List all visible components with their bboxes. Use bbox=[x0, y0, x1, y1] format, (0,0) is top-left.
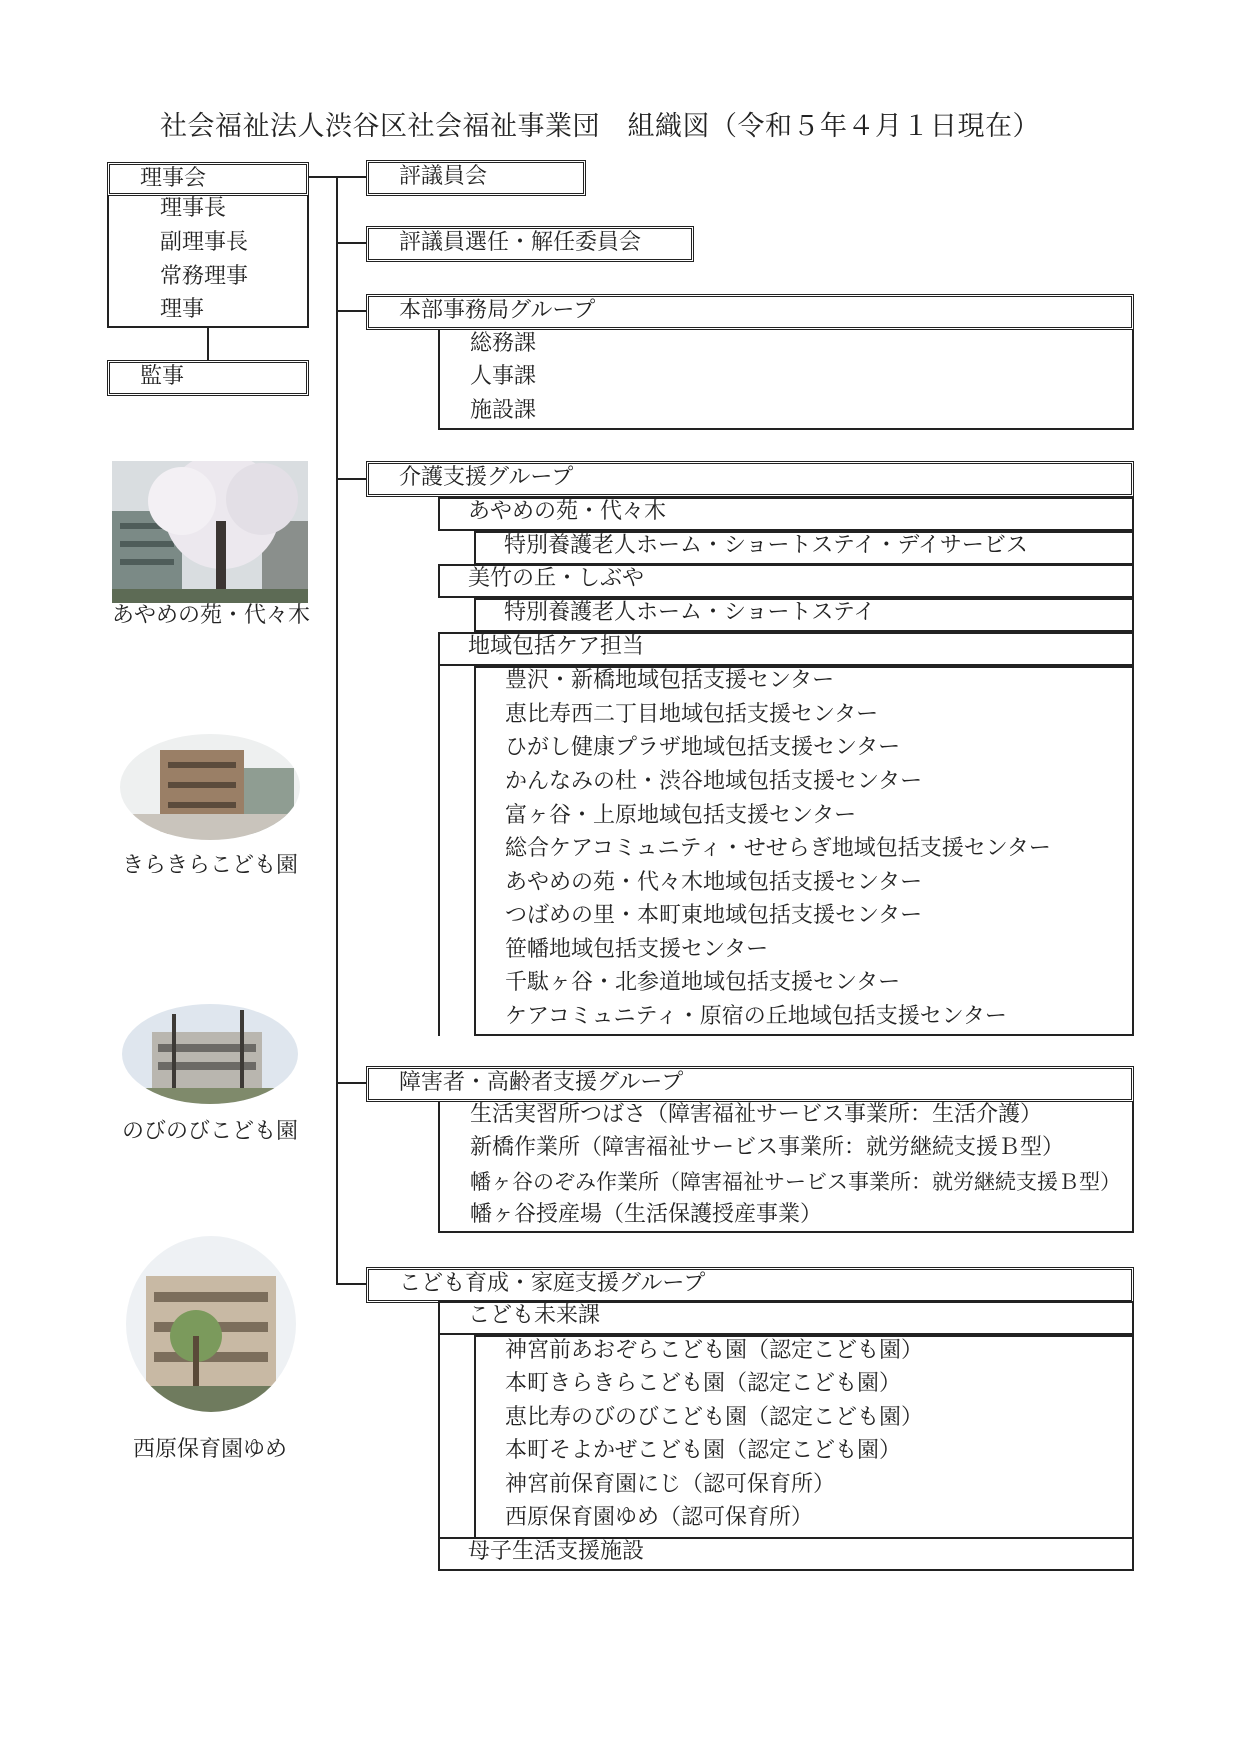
photo-caption: あやめの苑・代々木 bbox=[112, 603, 311, 628]
branch-line bbox=[336, 478, 367, 480]
center-item: ひがし健康プラザ地域包括支援センター bbox=[505, 735, 901, 760]
hq-section: 総務課 bbox=[470, 331, 537, 356]
trunk-line bbox=[336, 176, 338, 1284]
community-connector bbox=[438, 666, 440, 1036]
photo-caption: 西原保育園ゆめ bbox=[132, 1437, 287, 1462]
branch-line bbox=[336, 242, 367, 244]
disability-item: 新橋作業所（障害福祉サービス事業所：就労継続支援Ｂ型） bbox=[470, 1135, 1065, 1160]
disability-item: 幡ヶ谷のぞみ作業所（障害福祉サービス事業所：就労継続支援Ｂ型） bbox=[470, 1170, 1121, 1194]
center-item: ケアコミュニティ・原宿の丘地域包括支援センター bbox=[505, 1004, 1007, 1029]
auditor-box: 監事 bbox=[107, 360, 309, 396]
board-member: 理事 bbox=[160, 297, 205, 322]
board-member: 副理事長 bbox=[160, 230, 249, 255]
children-connector bbox=[438, 1335, 440, 1539]
center-item: つばめの里・本町東地域包括支援センター bbox=[505, 903, 923, 928]
disability-header: 障害者・高齢者支援グループ bbox=[366, 1066, 1134, 1102]
children-item: 恵比寿のびのびこども園（認定こども園） bbox=[505, 1405, 924, 1430]
hq-header: 本部事務局グループ bbox=[366, 294, 1134, 330]
children-item: 本町そよかぜこども園（認定こども園） bbox=[505, 1438, 902, 1463]
election-committee-box: 評議員選任・解任委員会 bbox=[366, 226, 694, 262]
mother-child-facility: 母子生活支援施設 bbox=[438, 1537, 1134, 1571]
community-care-header: 地域包括ケア担当 bbox=[438, 632, 1134, 666]
center-item: 恵比寿西二丁目地域包括支援センター bbox=[505, 702, 879, 727]
disability-item: 生活実習所つばさ（障害福祉サービス事業所：生活介護） bbox=[470, 1102, 1043, 1127]
councillors-box: 評議員会 bbox=[366, 160, 586, 196]
photo-nobinobi bbox=[122, 1004, 298, 1104]
care-facility-2: 美竹の丘・しぶや bbox=[438, 564, 1134, 598]
photo-nishihara bbox=[126, 1236, 296, 1412]
page-title: 社会福祉法人渋谷区社会福祉事業団 組織図（令和５年４月１日現在） bbox=[160, 111, 1040, 142]
center-item: 豊沢・新橋地域包括支援センター bbox=[505, 668, 835, 693]
hq-section: 施設課 bbox=[470, 398, 537, 423]
children-item: 西原保育園ゆめ（認可保育所） bbox=[505, 1505, 814, 1530]
hq-sections-box bbox=[438, 326, 1134, 430]
children-item: 本町きらきらこども園（認定こども園） bbox=[505, 1371, 902, 1396]
center-item: 富ヶ谷・上原地域包括支援センター bbox=[505, 803, 857, 828]
board-member: 理事長 bbox=[160, 196, 227, 221]
board-member: 常務理事 bbox=[160, 264, 249, 289]
board-header: 理事会 bbox=[107, 162, 309, 196]
center-item: 千駄ヶ谷・北参道地域包括支援センター bbox=[505, 970, 901, 995]
center-item: かんなみの杜・渋谷地域包括支援センター bbox=[505, 769, 923, 794]
children-division: こども未来課 bbox=[438, 1301, 1134, 1335]
photo-caption: のびのびこども園 bbox=[121, 1119, 298, 1144]
center-item: 総合ケアコミュニティ・せせらぎ地域包括支援センター bbox=[505, 836, 1051, 861]
branch-line bbox=[336, 310, 367, 312]
auditor-connector bbox=[207, 328, 209, 360]
branch-line bbox=[336, 1082, 367, 1084]
disability-item: 幡ヶ谷授産場（生活保護授産事業） bbox=[470, 1202, 823, 1227]
care-facility-1: あやめの苑・代々木 bbox=[438, 497, 1134, 531]
children-item: 神宮前あおぞらこども園（認定こども園） bbox=[505, 1338, 924, 1363]
children-header: こども育成・家庭支援グループ bbox=[366, 1267, 1134, 1303]
branch-line bbox=[336, 1283, 367, 1285]
photo-ayame bbox=[112, 461, 308, 603]
center-item: あやめの苑・代々木地域包括支援センター bbox=[505, 870, 923, 895]
care-header: 介護支援グループ bbox=[366, 461, 1134, 497]
center-item: 笹幡地域包括支援センター bbox=[505, 937, 769, 962]
photo-caption: きらきらこども園 bbox=[121, 853, 298, 878]
photo-kirakira bbox=[120, 734, 300, 840]
children-item: 神宮前保育園にじ（認可保育所） bbox=[505, 1472, 836, 1497]
care-facility-2-services: 特別養護老人ホーム・ショートステイ bbox=[474, 598, 1134, 632]
branch-line bbox=[336, 176, 367, 178]
hq-section: 人事課 bbox=[470, 364, 537, 389]
care-facility-1-services: 特別養護老人ホーム・ショートステイ・デイサービス bbox=[474, 531, 1134, 565]
